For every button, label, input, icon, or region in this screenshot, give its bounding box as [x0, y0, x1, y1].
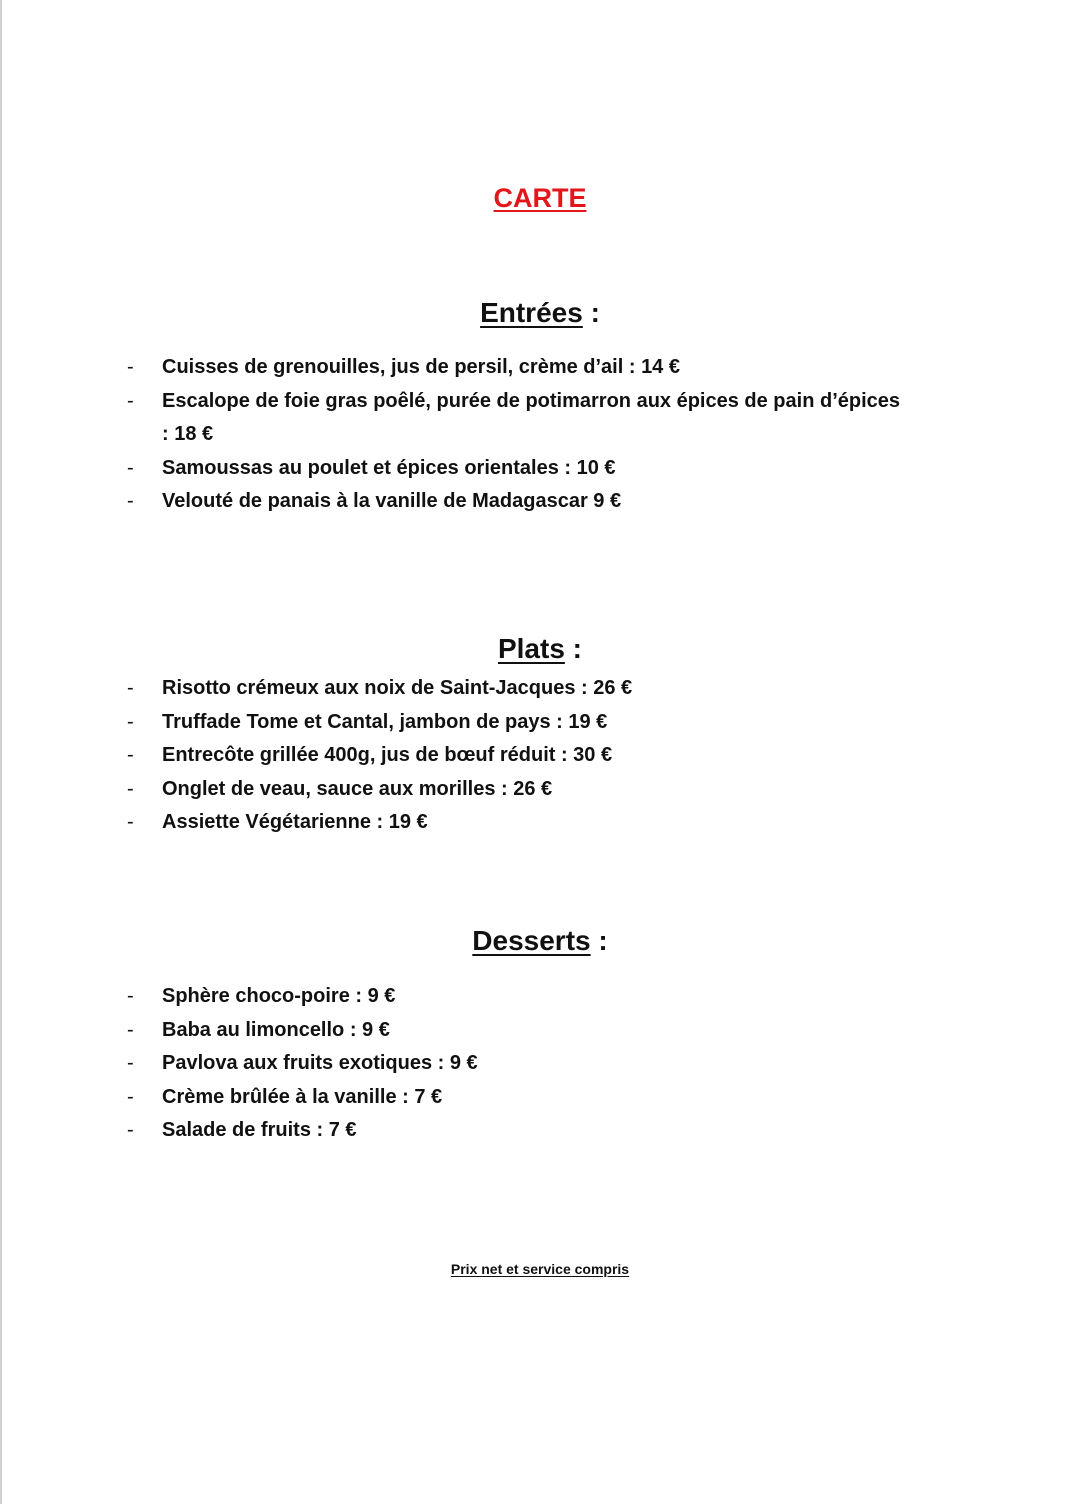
menu-item: - Salade de fruits : 7 € [127, 1119, 357, 1141]
menu-item: - Velouté de panais à la vanille de Madagascar 9 € [127, 490, 622, 512]
menu-item: - Assiette Végétarienne : 19 € [127, 811, 428, 833]
menu-item: - Escalope de foie gras poêlé, purée de potimarron aux épices de pain d’épices : 18 € [127, 389, 901, 445]
menu-item: - Truffade Tome et Cantal, jambon de pays : 19 € [127, 710, 608, 733]
menu-item: - Sphère choco-poire : 9 € [127, 985, 396, 1007]
menu-item: - Pavlova aux fruits exotiques : 9 € [127, 1052, 478, 1074]
section-heading-desserts: Desserts : [472, 925, 608, 956]
desserts-list [0, 980, 1080, 1148]
menu-item: - Baba au limoncello : 9 € [127, 1018, 390, 1041]
section-heading-plats: Plats : [497, 633, 583, 664]
menu-item: - Cuisses de grenouilles, jus de persil, crème d’ail : 14 € [127, 356, 680, 378]
menu-item: - Risotto crémeux aux noix de Saint-Jacques : 26 € [127, 677, 633, 699]
plats-list [0, 672, 1080, 840]
menu-item: - Onglet de veau, sauce aux morilles : 26 € [127, 777, 553, 800]
entrees-list [0, 351, 1080, 519]
menu-item: - Samoussas au poulet et épices orientales : 10 € [127, 456, 616, 479]
section-heading-entrees: Entrées : [480, 297, 600, 328]
menu-item: - Entrecôte grillée 400g, jus de bœuf réduit : 30 € [127, 744, 613, 766]
menu-title: CARTE [493, 183, 587, 213]
menu-item: - Crème brûlée à la vanille : 7 € [127, 1085, 443, 1108]
footer-note: Prix net et service compris [450, 1261, 630, 1277]
